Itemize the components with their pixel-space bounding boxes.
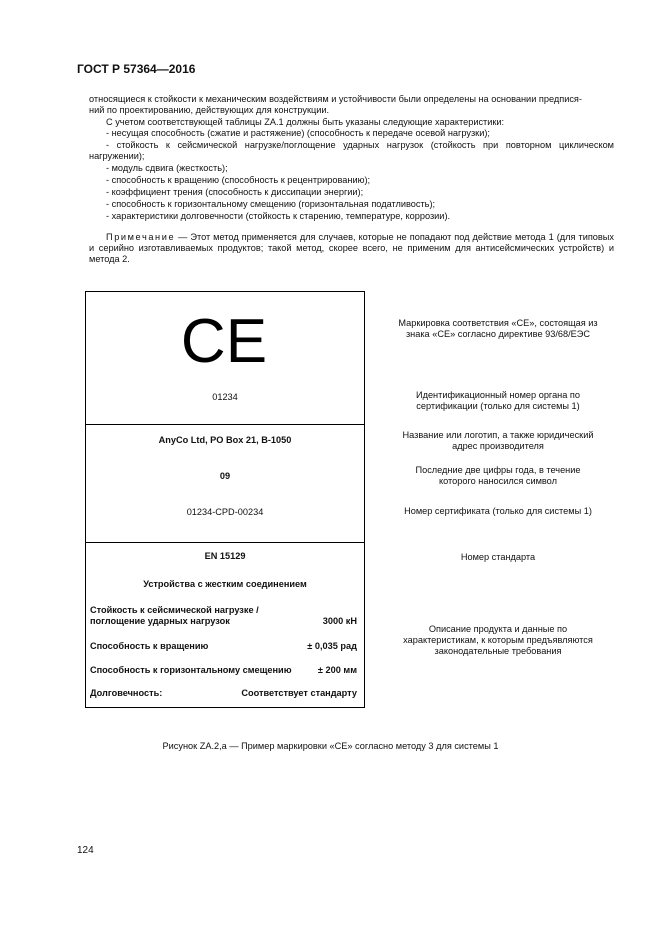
year-description: Последние две цифры года, в течение которого наносился символ — [415, 465, 581, 486]
certificate-number: 01234-CPD-00234 — [186, 507, 264, 517]
standard-description: Номер стандарта — [460, 552, 536, 562]
document-header: ГОСТ Р 57364—2016 — [77, 62, 196, 76]
bullet-item: - несущая способность (сжатие и растяжение) (способность к передаче осевой нагрузки); — [106, 128, 490, 138]
figure-caption: Рисунок ZA.2,а — Пример маркировки «CE» согласно методу 3 для системы 1 — [162, 741, 499, 751]
intro-line-1: относящиеся к стойкости к механическим воздействиям и устойчивости были определены на основании предпися- — [89, 94, 582, 104]
note-label: Примечание — [106, 232, 176, 242]
bullet-item: - коэффициент трения (способность к диссипации энергии); — [106, 187, 364, 197]
bullet-item: - способность к горизонтальному смещению (горизонтальная податливость); — [106, 199, 436, 209]
ce-mark-text: CE — [180, 314, 268, 370]
notified-body-description: Идентификационный номер органа по сертификации (только для системы 1) — [415, 390, 581, 411]
ce-mark-section — [85, 291, 365, 425]
intro-line-2: ний по проектированию, действующих для конструкции. — [89, 105, 330, 115]
product-name: Устройства с жестким соединением — [143, 579, 307, 589]
characteristic-value: 3000 кН — [322, 616, 357, 626]
bullet-item: - модуль сдвига (жесткость); — [106, 163, 228, 173]
manufacturer-section — [85, 424, 365, 543]
characteristic-label: Стойкость к сейсмической нагрузке / — [90, 605, 259, 615]
product-section — [85, 542, 365, 708]
characteristic-label: Способность к горизонтальному смещению — [90, 665, 292, 675]
year-digits: 09 — [219, 471, 231, 481]
characteristic-label: Способность к вращению — [90, 641, 209, 651]
characteristic-row — [90, 605, 357, 629]
characteristic-label: поглощение ударных нагрузок — [90, 616, 230, 626]
manufacturer-description: Название или логотип, а также юридический адрес производителя — [402, 430, 594, 451]
notified-body-id: 01234 — [212, 392, 238, 402]
standard-number: EN 15129 — [204, 551, 246, 561]
characteristic-value: ± 200 мм — [317, 665, 357, 675]
note-text: — Этот метод применяется для случаев, которые не попадают под действие метода 1 (для типовых и серийно изготавливаемых продуктов; такой метод, скорее всего, не применим для антисейсмических устройств) и метода 2. — [89, 232, 614, 265]
intro-line-3: С учетом соответствующей таблицы ZA.1 должны быть указаны следующие характеристики: — [106, 117, 505, 127]
page-number: 124 — [77, 845, 94, 856]
bullet-item: - характеристики долговечности (стойкость к старению, температуре, коррозии). — [106, 211, 451, 221]
bullet-item: - способность к вращению (способность к рецентрированию); — [106, 175, 371, 185]
product-description: Описание продукта и данные по характеристикам, к которым предъявляются законодательные требования — [403, 624, 593, 656]
ce-mark-description: Маркировка соответствия «CE», состоящая из знака «CE» согласно директиве 93/68/ЕЭС — [398, 318, 598, 339]
certificate-description: Номер сертификата (только для системы 1) — [404, 506, 592, 516]
bullet-item: - стойкость к сейсмической нагрузке/поглощение ударных нагрузок (стойкость при повторном циклическом нагружении); — [89, 140, 614, 162]
note-paragraph — [89, 232, 614, 266]
characteristic-value: ± 0,035 рад — [307, 641, 357, 651]
ce-mark-icon — [178, 314, 270, 370]
characteristic-value: Соответствует стандарту — [241, 688, 357, 698]
manufacturer-address: AnyCo Ltd, PO Box 21, B-1050 — [158, 435, 292, 445]
characteristic-label: Долговечность: — [90, 688, 163, 698]
